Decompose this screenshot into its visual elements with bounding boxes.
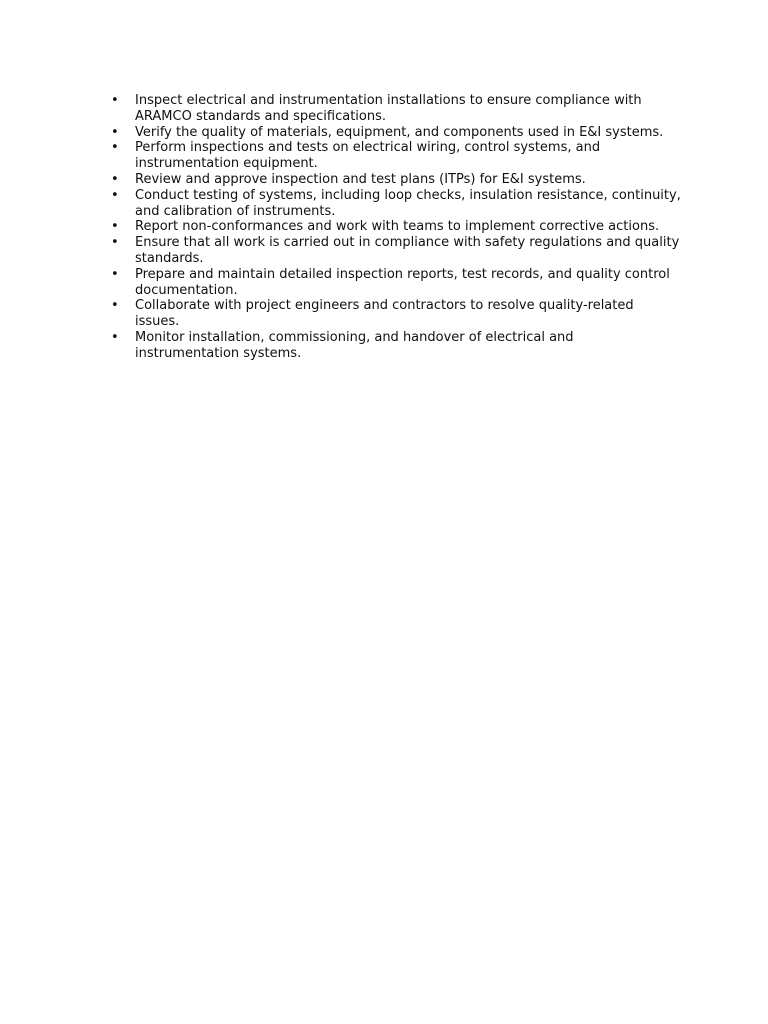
list-item — [111, 172, 681, 188]
list-item-text: Prepare and maintain detailed inspection reports, test records, and quality control documentation. — [135, 266, 670, 298]
bullet-icon: • — [111, 124, 119, 140]
list-item-text: Collaborate with project engineers and contractors to resolve quality-related issues. — [135, 298, 634, 330]
list-item — [111, 188, 681, 220]
list-item — [111, 140, 681, 172]
list-item — [111, 219, 681, 235]
bullet-icon: • — [111, 93, 119, 108]
list-item — [111, 235, 681, 267]
list-item — [111, 298, 681, 330]
list-item — [111, 330, 681, 362]
list-item-text: Perform inspections and tests on electrical wiring, control systems, and instrumentation equipment. — [135, 140, 601, 172]
list-item-text: Report non-conformances and work with teams to implement corrective actions. — [135, 219, 660, 235]
bullet-icon: • — [111, 298, 119, 314]
list-item — [111, 267, 681, 299]
bullet-icon: • — [111, 187, 119, 203]
bullet-icon: • — [111, 266, 119, 282]
list-item — [111, 93, 681, 125]
bullet-icon: • — [111, 219, 119, 235]
list-item — [111, 125, 681, 141]
bullet-icon: • — [111, 235, 119, 251]
list-item-text: Review and approve inspection and test plans (ITPs) for E&I systems. — [135, 171, 586, 187]
list-item-text: Conduct testing of systems, including loop checks, insulation resistance, continuity, and calibration of instruments. — [135, 187, 681, 219]
bullet-icon: • — [111, 140, 119, 156]
list-item-text: Monitor installation, commissioning, and handover of electrical and instrumentation systems. — [135, 329, 574, 361]
list-item-text: Verify the quality of materials, equipment, and components used in E&I systems. — [135, 124, 664, 140]
list-item-text: Ensure that all work is carried out in compliance with safety regulations and quality standards. — [135, 235, 680, 266]
bullet-icon: • — [111, 171, 119, 187]
responsibilities-list — [111, 93, 681, 362]
list-item-text: Inspect electrical and instrumentation installations to ensure compliance with ARAMCO standards and specifications. — [135, 93, 642, 124]
bullet-icon: • — [111, 329, 119, 345]
